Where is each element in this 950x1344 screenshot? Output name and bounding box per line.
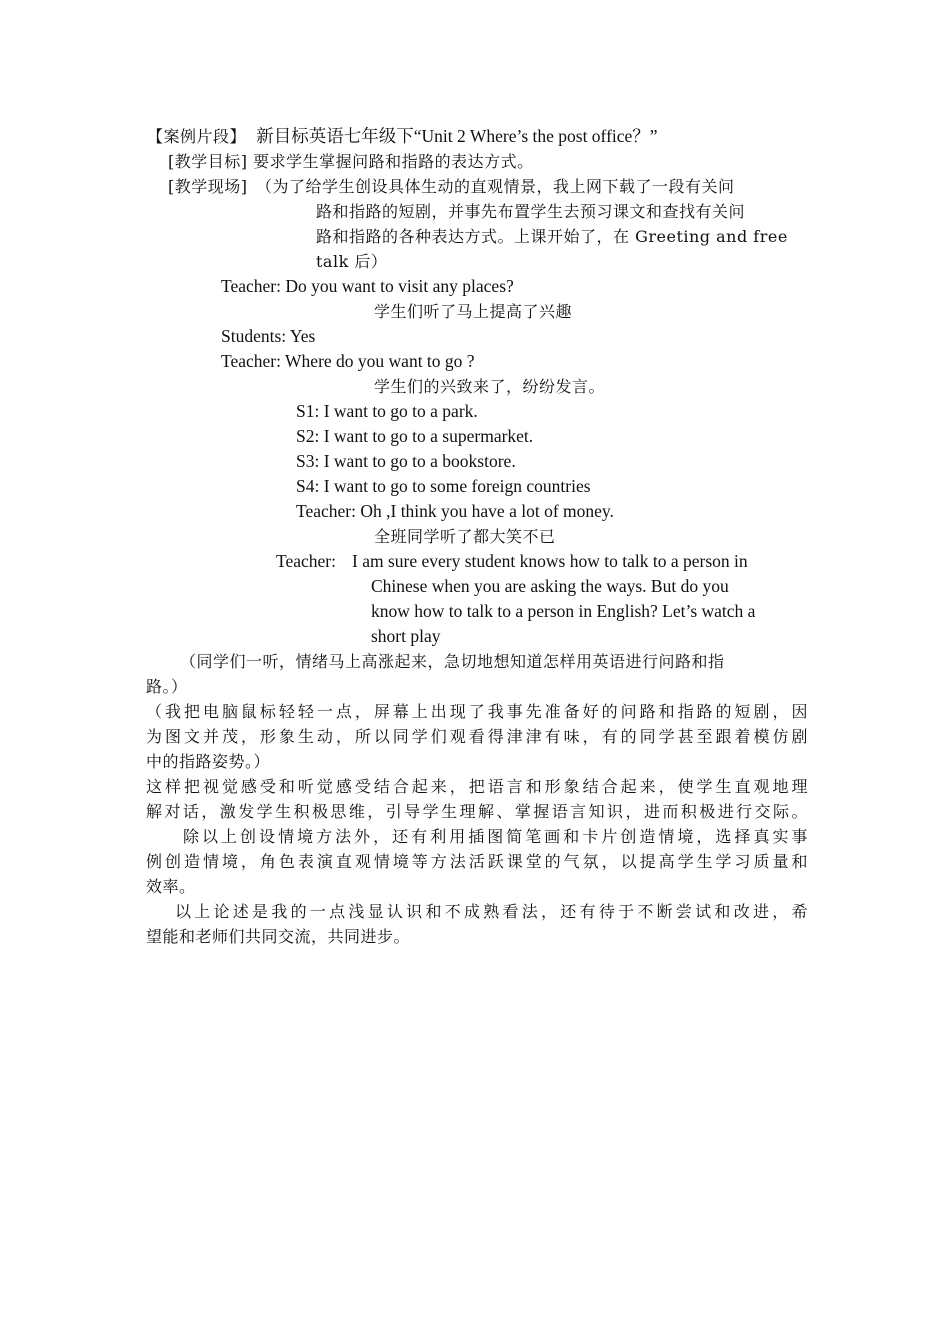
dialogue-note: 学生们的兴致来了，纷纷发言。 xyxy=(374,377,606,396)
paragraph-line: 望能和老师们共同交流，共同进步。 xyxy=(146,927,411,946)
dialogue-student-line: S1: I want to go to a park. xyxy=(296,401,478,421)
dialogue-student-line: S4: I want to go to some foreign countries xyxy=(296,476,591,496)
paragraph-line: 这样把视觉感受和听觉感受结合起来，把语言和形象结合起来，使学生直观地理 xyxy=(146,777,808,796)
dialogue-teacher-speech: Chinese when you are asking the ways. But do you xyxy=(371,576,729,596)
paragraph-line: 效率。 xyxy=(146,877,196,896)
dialogue-teacher-line: Teacher: Oh ,I think you have a lot of money. xyxy=(296,501,614,521)
dialogue-note: 全班同学听了都大笑不已 xyxy=(374,527,556,546)
dialogue-students-line: Students: Yes xyxy=(221,326,316,346)
dialogue-note: 学生们听了马上提高了兴趣 xyxy=(374,302,573,321)
paragraph-line: 例创造情境，角色表演直观情境等方法活跃课堂的气氛，以提高学生学习质量和 xyxy=(146,852,808,871)
dialogue-teacher-line: Teacher: Do you want to visit any places? xyxy=(221,276,514,296)
paragraph-line: 中的指路姿势。） xyxy=(146,752,271,771)
teaching-scene-line: 路和指路的短剧，并事先布置学生去预习课文和查找有关问 xyxy=(316,202,746,221)
case-heading-label: 【案例片段】 xyxy=(147,127,247,146)
case-heading xyxy=(147,124,658,149)
case-heading-title: 新目标英语七年级下“Unit 2 Where’s the post office？” xyxy=(256,126,658,146)
paragraph-line: 以上论述是我的一点浅显认识和不成熟看法，还有待于不断尝试和改进，希 xyxy=(175,902,808,921)
teaching-scene-line: （为了给学生创设具体生动的直观情景，我上网下载了一段有关问 xyxy=(256,177,735,196)
dialogue-teacher-line: Teacher: Where do you want to go ? xyxy=(221,351,475,371)
teaching-goal: [教学目标] 要求学生掌握问路和指路的表达方式。 xyxy=(168,152,534,171)
teaching-scene-line: 路和指路的各种表达方式。上课开始了，在 Greeting and free xyxy=(316,227,788,246)
dialogue-teacher-speech: short play xyxy=(371,626,441,646)
dialogue-teacher-speech: know how to talk to a person in English? Let’s watch a xyxy=(371,601,756,621)
teaching-scene-line: talk 后） xyxy=(316,252,388,271)
paragraph-line: （同学们一听，情绪马上高涨起来，急切地想知道怎样用英语进行问路和指 xyxy=(180,652,725,671)
teaching-scene-label: [教学现场] xyxy=(168,177,248,196)
dialogue-teacher-speech: I am sure every student knows how to talk to a person in xyxy=(352,551,748,571)
dialogue-teacher-label: Teacher: xyxy=(276,551,336,571)
paragraph-line: 除以上创设情境方法外，还有利用插图简笔画和卡片创造情境，选择真实事 xyxy=(183,827,808,846)
paragraph-line: 路。） xyxy=(146,677,188,696)
paragraph-line: （我把电脑鼠标轻轻一点，屏幕上出现了我事先准备好的问路和指路的短剧，因 xyxy=(146,702,808,721)
dialogue-student-line: S2: I want to go to a supermarket. xyxy=(296,426,534,446)
paragraph-line: 解对话，激发学生积极思维，引导学生理解、掌握语言知识，进而积极进行交际。 xyxy=(146,802,808,821)
dialogue-student-line: S3: I want to go to a bookstore. xyxy=(296,451,516,471)
paragraph-line: 为图文并茂，形象生动，所以同学们观看得津津有味，有的同学甚至跟着模仿剧 xyxy=(146,727,808,746)
